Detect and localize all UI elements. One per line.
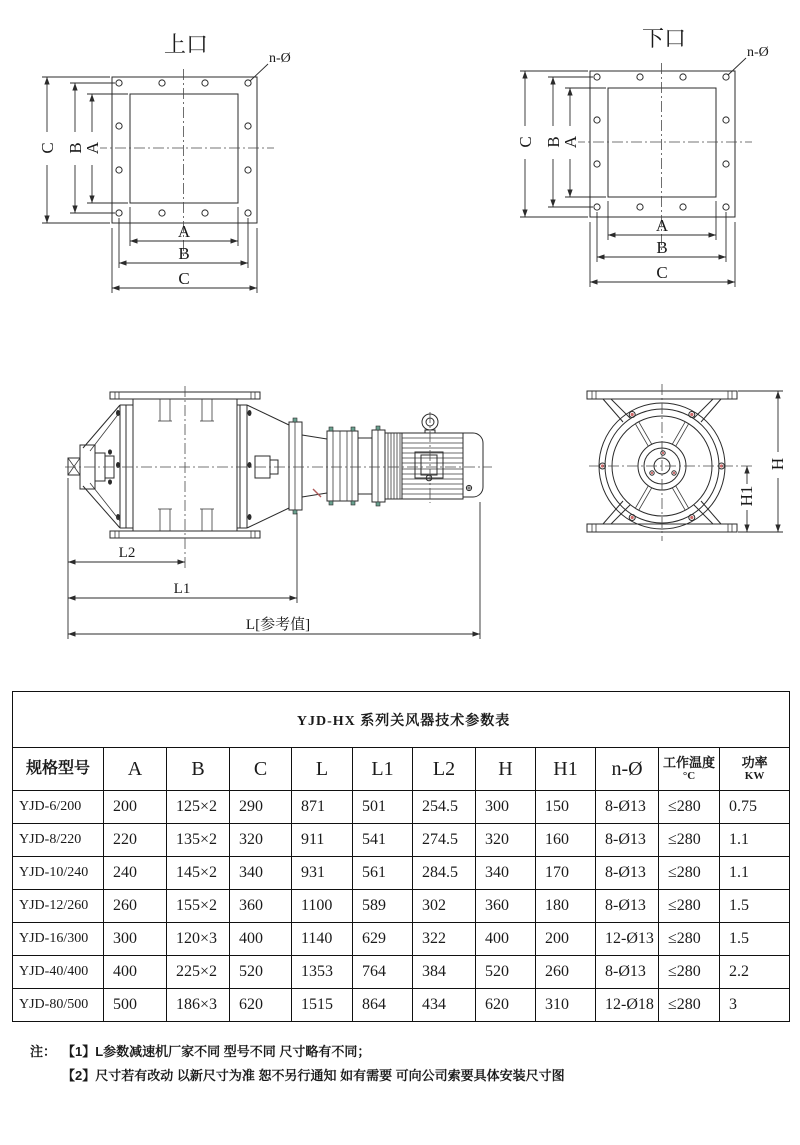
col-header-power: 功率 KW xyxy=(720,748,790,791)
table-row xyxy=(13,890,790,923)
left-dimensions xyxy=(38,77,128,223)
value-cell: 620 xyxy=(476,989,536,1022)
table-row xyxy=(13,824,790,857)
model-cell: YJD-12/260 xyxy=(13,890,104,923)
value-cell: 931 xyxy=(292,857,353,890)
value-cell: 520 xyxy=(476,956,536,989)
dim-label-a: A xyxy=(83,141,102,155)
col-header-l2: L2 xyxy=(413,748,476,791)
col-header-c: C xyxy=(230,748,292,791)
table-body xyxy=(13,791,790,1022)
model-cell: YJD-80/500 xyxy=(13,989,104,1022)
dim-label-b: B xyxy=(544,136,563,148)
dim-label-b: B xyxy=(66,142,85,154)
table-row xyxy=(13,956,790,989)
value-cell: 8-Ø13 xyxy=(596,824,659,857)
value-cell: 290 xyxy=(230,791,292,824)
value-cell: 1140 xyxy=(292,923,353,956)
model-cell: YJD-6/200 xyxy=(13,791,104,824)
left-end-cover xyxy=(68,405,133,528)
left-dimensions xyxy=(516,71,606,217)
value-cell: ≤280 xyxy=(659,956,720,989)
dim-label-c: C xyxy=(178,269,190,288)
value-cell: 561 xyxy=(353,857,413,890)
value-cell: 2.2 xyxy=(720,956,790,989)
value-cell: 160 xyxy=(536,824,596,857)
value-cell: 340 xyxy=(230,857,292,890)
value-cell: 300 xyxy=(476,791,536,824)
footnotes xyxy=(30,1040,565,1088)
col-header-h: H xyxy=(476,748,536,791)
value-cell: 8-Ø13 xyxy=(596,890,659,923)
value-cell: 400 xyxy=(230,923,292,956)
dim-label-l2: L2 xyxy=(118,545,136,561)
height-dimensions xyxy=(737,391,787,532)
hole-callout-label: n-Ø xyxy=(269,51,291,66)
value-cell: ≤280 xyxy=(659,857,720,890)
bottom-dimensions xyxy=(590,201,735,287)
value-cell: 541 xyxy=(353,824,413,857)
col-header-temp: 工作温度 °C xyxy=(659,748,720,791)
value-cell: 220 xyxy=(104,824,167,857)
value-cell: 145×2 xyxy=(167,857,230,890)
value-cell: 864 xyxy=(353,989,413,1022)
value-cell: 384 xyxy=(413,956,476,989)
value-cell: 125×2 xyxy=(167,791,230,824)
value-cell: 170 xyxy=(536,857,596,890)
value-cell: 1.1 xyxy=(720,857,790,890)
upper-flange-drawing xyxy=(36,12,316,308)
model-cell: YJD-10/240 xyxy=(13,857,104,890)
col-header-model: 规格型号 xyxy=(13,748,104,791)
value-cell: 1100 xyxy=(292,890,353,923)
value-cell: 501 xyxy=(353,791,413,824)
end-view-drawing xyxy=(575,378,795,548)
value-cell: 225×2 xyxy=(167,956,230,989)
value-cell: 155×2 xyxy=(167,890,230,923)
dim-label-a: A xyxy=(177,222,191,241)
value-cell: ≤280 xyxy=(659,890,720,923)
value-cell: 135×2 xyxy=(167,824,230,857)
value-cell: ≤280 xyxy=(659,989,720,1022)
side-elevation-drawing xyxy=(50,372,530,647)
value-cell: 1.1 xyxy=(720,824,790,857)
note-line-1: 【1】L参数减速机厂家不同 型号不同 尺寸略有不同； xyxy=(62,1044,371,1059)
note-line-2: 【2】尺寸若有改动 以新尺寸为准 恕不另行通知 如有需要 可向公司索要具体安装尺寸图 xyxy=(62,1068,565,1083)
right-end-cover xyxy=(237,405,289,528)
value-cell: 322 xyxy=(413,923,476,956)
dim-label-l: L[参考值] xyxy=(245,617,311,633)
gear-reducer xyxy=(289,418,385,514)
motor-nameplate xyxy=(415,452,443,481)
length-dimensions xyxy=(68,478,480,639)
value-cell: 400 xyxy=(104,956,167,989)
value-cell: 911 xyxy=(292,824,353,857)
value-cell: 200 xyxy=(104,791,167,824)
value-cell: 8-Ø13 xyxy=(596,791,659,824)
col-header-h1: H1 xyxy=(536,748,596,791)
value-cell: 434 xyxy=(413,989,476,1022)
value-cell: 120×3 xyxy=(167,923,230,956)
dim-label-c: C xyxy=(656,263,668,282)
value-cell: 8-Ø13 xyxy=(596,857,659,890)
value-cell: 320 xyxy=(476,824,536,857)
table-title-row xyxy=(13,692,790,748)
table-row xyxy=(13,791,790,824)
dim-label-b: B xyxy=(656,238,668,257)
value-cell: 274.5 xyxy=(413,824,476,857)
value-cell: 589 xyxy=(353,890,413,923)
value-cell: 8-Ø13 xyxy=(596,956,659,989)
value-cell: 871 xyxy=(292,791,353,824)
value-cell: 240 xyxy=(104,857,167,890)
hole-callout-label: n-Ø xyxy=(747,45,769,60)
value-cell: 12-Ø18 xyxy=(596,989,659,1022)
lower-flange-drawing xyxy=(514,6,794,302)
value-cell: 400 xyxy=(476,923,536,956)
col-header-l: L xyxy=(292,748,353,791)
value-cell: 620 xyxy=(230,989,292,1022)
electric-motor xyxy=(385,414,483,499)
col-header-a: A xyxy=(104,748,167,791)
col-header-b: B xyxy=(167,748,230,791)
dim-label-h1: H1 xyxy=(737,485,756,507)
dim-label-c: C xyxy=(516,136,535,148)
value-cell: 310 xyxy=(536,989,596,1022)
bottom-dimensions xyxy=(112,207,257,293)
table-row xyxy=(13,857,790,890)
motor-fins xyxy=(402,438,463,494)
value-cell: 260 xyxy=(536,956,596,989)
value-cell: ≤280 xyxy=(659,791,720,824)
value-cell: 1353 xyxy=(292,956,353,989)
value-cell: 360 xyxy=(476,890,536,923)
value-cell: 150 xyxy=(536,791,596,824)
value-cell: 320 xyxy=(230,824,292,857)
value-cell: 284.5 xyxy=(413,857,476,890)
value-cell: 1.5 xyxy=(720,923,790,956)
value-cell: 186×3 xyxy=(167,989,230,1022)
value-cell: 300 xyxy=(104,923,167,956)
value-cell: 3 xyxy=(720,989,790,1022)
value-cell: 12-Ø13 xyxy=(596,923,659,956)
dim-label-a: A xyxy=(561,135,580,149)
col-header-l1: L1 xyxy=(353,748,413,791)
value-cell: 500 xyxy=(104,989,167,1022)
spec-table xyxy=(12,691,790,1022)
table-header-row xyxy=(13,748,790,791)
col-header-n: n-Ø xyxy=(596,748,659,791)
value-cell: 340 xyxy=(476,857,536,890)
value-cell: 629 xyxy=(353,923,413,956)
dim-label-l1: L1 xyxy=(173,581,191,597)
dim-label-a: A xyxy=(655,216,669,235)
table-title: YJD-HX 系列关风器技术参数表 xyxy=(13,692,790,748)
value-cell: ≤280 xyxy=(659,824,720,857)
model-cell: YJD-16/300 xyxy=(13,923,104,956)
dim-label-b: B xyxy=(178,244,190,263)
spec-table-wrap xyxy=(12,691,790,1022)
value-cell: 260 xyxy=(104,890,167,923)
centerlines xyxy=(65,386,492,568)
value-cell: 764 xyxy=(353,956,413,989)
table-row xyxy=(13,989,790,1022)
notes-prefix: 注： xyxy=(30,1044,57,1059)
value-cell: ≤280 xyxy=(659,923,720,956)
value-cell: 254.5 xyxy=(413,791,476,824)
value-cell: 1.5 xyxy=(720,890,790,923)
view-title: 上口 xyxy=(163,32,209,57)
view-title: 下口 xyxy=(641,26,687,51)
value-cell: 1515 xyxy=(292,989,353,1022)
dim-label-h: H xyxy=(768,457,787,471)
model-cell: YJD-40/400 xyxy=(13,956,104,989)
centerlines xyxy=(589,384,752,541)
value-cell: 520 xyxy=(230,956,292,989)
table-row xyxy=(13,923,790,956)
value-cell: 0.75 xyxy=(720,791,790,824)
model-cell: YJD-8/220 xyxy=(13,824,104,857)
value-cell: 180 xyxy=(536,890,596,923)
value-cell: 200 xyxy=(536,923,596,956)
value-cell: 360 xyxy=(230,890,292,923)
value-cell: 302 xyxy=(413,890,476,923)
dim-label-c: C xyxy=(38,142,57,154)
